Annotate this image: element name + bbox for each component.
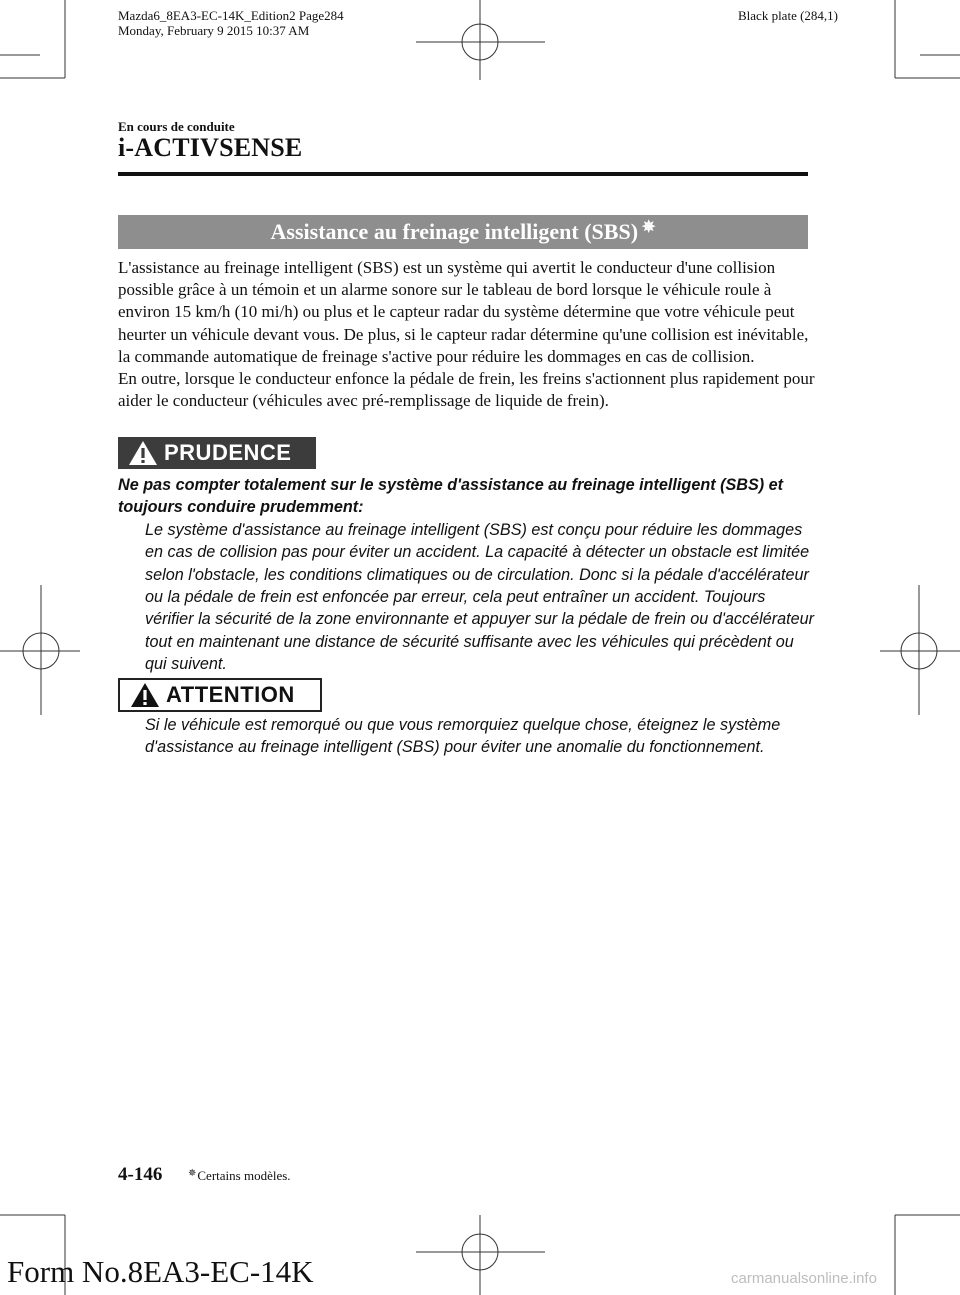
attention-label-box [118,678,322,712]
page-number: 4-146 [118,1164,163,1185]
prudence-body: Le système d'assistance au freinage intelligent (SBS) est conçu pour réduire les dommages en cas de collision pas pour éviter un accident. La capacité à détecter un obstacle est limitée selon l'obstacle, les conditions climatiques ou de circulation. Donc si la pédale d'accélérateur ou la pédale de frein est enfoncée par erreur, cela peut entraîner un accident. Toujours vérifier la sécurité de la zone environnante et appuyer sur la pédale de frein ou d'accélérateur tout en maintenant une distance de sécurité suffisante avec les véhicules qui précèdent ou qui suivent. [145,520,814,674]
file-name-line: Mazda6_8EA3-EC-14K_Edition2 Page284 [118,8,344,23]
intro-paragraph-2: En outre, lorsque le conducteur enfonce la pédale de frein, les freins s'actionnent plus rapidement pour aider le conducteur (véhicules avec pré-remplissage de liquide de frein). [118,369,815,411]
date-line: Monday, February 9 2015 10:37 AM [118,23,310,38]
footnote-text: Certains modèles. [197,1168,291,1183]
attention-body: Si le véhicule est remorqué ou que vous remorquiez quelque chose, éteignez le système d'assistance au freinage intelligent (SBS) pour éviter une anomalie du fonctionnement. [145,716,781,757]
prudence-lead: Ne pas compter totalement sur le système d'assistance au freinage intelligent (SBS) et toujours conduire prudemment: [118,476,784,517]
plate-label: Black plate (284,1) [738,8,838,23]
prudence-text [118,474,818,676]
intro-paragraph-1: L'assistance au freinage intelligent (SBS) est un système qui avertit le conducteur d'une collision possible grâce à un témoin et un alarme sonore sur le tableau de bord lorsque le véhicule roule à environ 15 km/h (10 mi/h) ou plus et le capteur radar du système détermine que votre véhicule peut heurter un véhicule devant vous. De plus, si le capteur radar détermine qu'une collision est inévitable, la commande automatique de freinage s'active pour réduire les dommages en cas de collision. [118,258,809,366]
intro-text [118,257,818,412]
section-title: i-ACTIVSENSE [118,133,303,162]
footnote [188,1168,291,1184]
topic-heading-text: Assistance au freinage intelligent (SBS) [270,219,639,244]
title-rule [118,172,808,176]
print-header [118,8,344,38]
section-subtitle: En cours de conduite [118,119,235,134]
warning-triangle-icon [128,439,158,467]
watermark: carmanualsonline.info [731,1270,877,1287]
optional-feature-star-icon: ✵ [642,219,656,236]
prudence-label: PRUDENCE [164,440,292,465]
attention-label: ATTENTION [166,682,295,707]
topic-heading [118,215,808,249]
prudence-label-box [118,437,316,469]
footnote-star-icon: ✵ [188,1168,197,1179]
warning-triangle-icon [130,681,160,709]
form-number: Form No.8EA3-EC-14K [7,1254,314,1289]
